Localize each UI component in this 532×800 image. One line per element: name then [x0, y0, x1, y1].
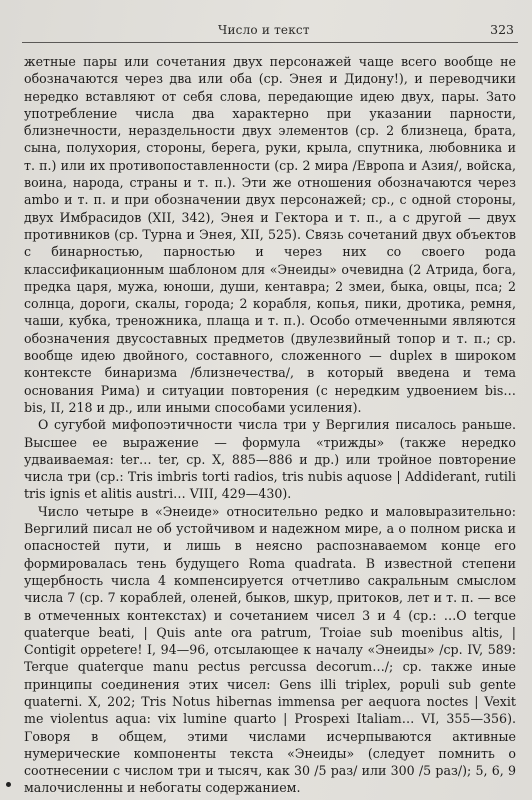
- page-corner-dot: [6, 782, 11, 787]
- running-title: Число и текст: [218, 23, 310, 37]
- paragraph-2: О сугубой мифопоэтичности числа три у Вергилия писалось раньше. Высшее ее выражение — формула «трижды» (также нередко удваиваемая: ter… ter, ср. X, 885—886 и др.) или тройное повторение числа три (ср.: Tris imbris torti radios, tris nubis aquose | Addiderant, rutili tris ignis et alitis austri… VIII, 429—430).: [24, 417, 516, 502]
- paragraph-1: жетные пары или сочетания двух персонажей чаще всего вообще не обозначаются через два или оба (ср. Энея и Дидону!), и переводчики нередко вставляют от себя слова, передающие идею двух, пары. Зато употребление числа два характерно при указании парности, близнечности, нераздельности двух элементов (ср. 2 близнеца, брата, сына, полухория, стороны, берега, руки, крыла, спутника, любовника и т. п.) или их противопоставленности (ср. 2 мира /Европа и Азия/, войска, воина, народа, страны и т. п.). Эти же отношения обозначаются через ambo и т. п. и при обозначении двух персонажей; ср., с одной стороны, двух Имбрасидов (XII, 342), Энея и Гектора и т. п., а с другой — двух противников (ср. Турна и Энея, XII, 525). Связь сочетаний двух объектов с бинарностью, парностью и через них со своего рода классификационным шаблоном для «Энеиды» очевидна (2 Атрида, бога, предка царя, мужа, юноши, души, кентавра; 2 змеи, быка, овцы, пса; 2 солнца, дороги, скалы, города; 2 корабля, копья, пики, дротика, ремня, чаши, кубка, треножника, плаща и т. п.). Особо отмеченными являются обозначения двусоставных предметов (двулезвийный топор и т. п.; ср. вообще идею двойного, составного, сложенного — duplex в широком контексте бинаризма /близнечества/, в который введена и тема основания Рима) и ситуации повторения (с нередким удвоением bis… bis, II, 218 и др., или иными способами усиления).: [24, 54, 516, 415]
- page-header: [22, 16, 518, 43]
- body-text: [24, 53, 516, 797]
- paragraph-3: Число четыре в «Энеиде» относительно редко и маловыразительно: Вергилий писал не об устойчивом и надежном мире, а о полном риска и опасностей пути, и лишь в неясно распознаваемом конце его формировалась тень будущего Roma quadrata. В известной степени ущербность числа 4 компенсируется отчетливо сакральным смыслом числа 7 (ср. 7 кораблей, оленей, быков, шкур, притоков, лет и т. п. — все в отмеченных контекстах) и сочетанием чисел 3 и 4 (ср.: …O terque quaterque beati, | Quis ante ora patrum, Troiae sub moenibus altis, | Contigit oppetere! I, 94—96, отсылающее к началу «Энеиды» /ср. IV, 589: Terque quaterque manu pectus percussa decorum…/; ср. также иные принципы соединения этих чисел: Gens illi triplex, populi sub gente quaterni. X, 202; Tris Notus hibernas immensa per aequora noctes | Vexit me violentus aqua: vix lumine quarto | Prospexi Italiam… VI, 355—356). Говоря в общем, этими числами исчерпываются активные нумерические компоненты текста «Энеиды» (следует помнить о соотнесении с числом три и тысяч, как 30 /5 раз/ или 300 /5 раз/); 5, 6, 9 малочисленны и небогаты содержанием.: [24, 503, 516, 796]
- page-number: 323: [490, 22, 514, 37]
